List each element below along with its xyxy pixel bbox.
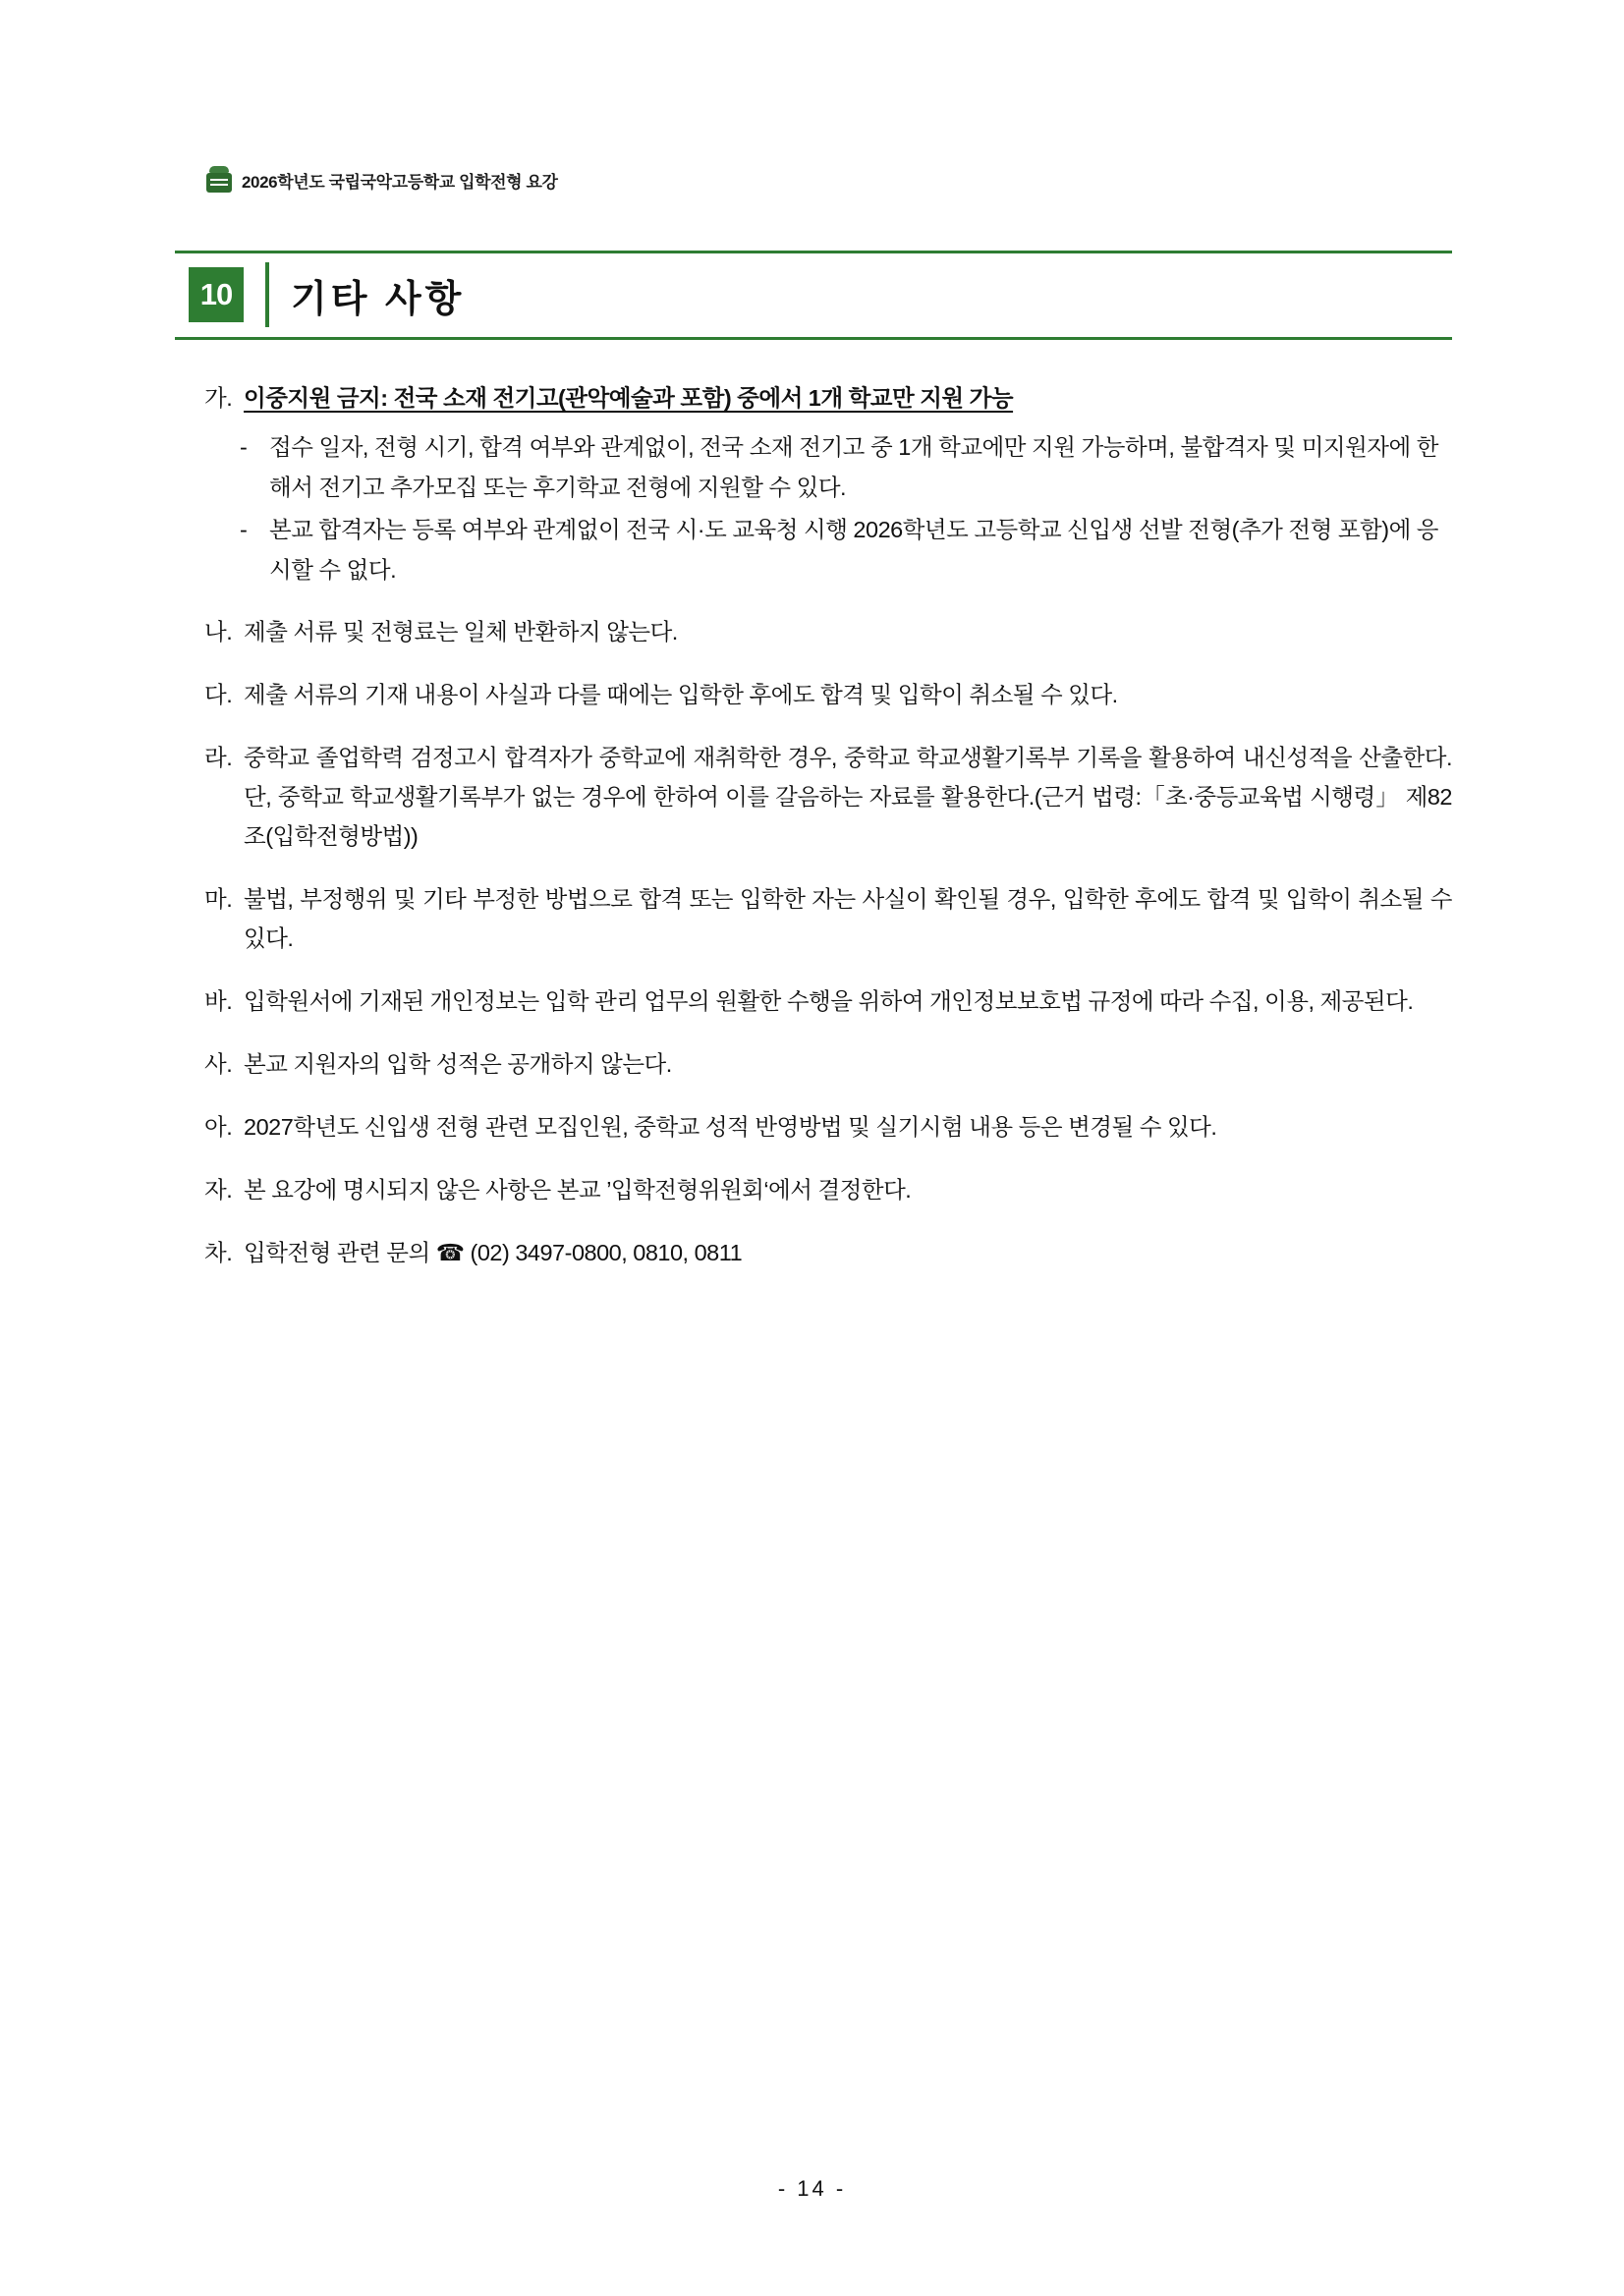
list-item-text: 본교 지원자의 입학 성적은 공개하지 않는다. xyxy=(244,1051,672,1077)
list-item-text: 제출 서류의 기재 내용이 사실과 다를 때에는 입학한 후에도 합격 및 입학이 취소될 수 있다. xyxy=(244,682,1118,707)
sub-item-dash: - xyxy=(240,517,248,542)
sub-item-dash: - xyxy=(240,434,248,460)
contact-phone-numbers: (02) 3497-0800, 0810, 0811 xyxy=(470,1240,743,1265)
section-number-badge: 10 xyxy=(189,267,244,322)
list-item xyxy=(204,427,1452,508)
list-item-marker: 사. xyxy=(204,1051,233,1077)
section-heading xyxy=(175,251,1452,341)
list-item-text: 이중지원 금지: 전국 소재 전기고(관악예술과 포함) 중에서 1개 학교만 지원 가능 xyxy=(244,385,1014,411)
list-item-marker: 가. xyxy=(204,385,233,411)
list-item xyxy=(204,675,1452,714)
list-item xyxy=(204,510,1452,590)
list-item xyxy=(204,981,1452,1021)
list-item-text: 중학교 졸업학력 검정고시 합격자가 중학교에 재취학한 경우, 중학교 학교생활기록부 기록을 활용하여 내신성적을 산출한다. 단, 중학교 학교생활기록부가 없는 경우에 한하여 이를 갈음하는 자료를 활용한다.(근거 법령:「초·중등교육법 시행령」 제82조(입학전형방법)) xyxy=(244,745,1452,849)
sub-item-text: 본교 합격자는 등록 여부와 관계없이 전국 시·도 교육청 시행 2026학년도 고등학교 신입생 선발 전형(추가 전형 포함)에 응시할 수 없다. xyxy=(269,517,1438,583)
list-item xyxy=(204,1044,1452,1084)
school-emblem-icon xyxy=(204,165,234,195)
list-item-marker: 바. xyxy=(204,988,233,1014)
list-item xyxy=(204,612,1452,651)
heading-divider xyxy=(265,262,269,327)
list-item-text xyxy=(244,1233,1452,1272)
list-item-marker: 나. xyxy=(204,619,233,644)
heading-rule-bottom xyxy=(175,337,1452,340)
contact-label: 입학전형 관련 문의 xyxy=(244,1240,430,1265)
list-item-contact xyxy=(204,1233,1452,1272)
sub-item-text: 접수 일자, 전형 시기, 합격 여부와 관계없이, 전국 소재 전기고 중 1개 학교에만 지원 가능하며, 불합격자 및 미지원자에 한해서 전기고 추가모집 또는 후기학교 전형에 지원할 수 있다. xyxy=(269,434,1438,500)
list-item-text: 입학원서에 기재된 개인정보는 입학 관리 업무의 원활한 수행을 위하여 개인정보보호법 규정에 따라 수집, 이용, 제공된다. xyxy=(244,988,1414,1014)
list-item xyxy=(204,1170,1452,1209)
list-item-text: 불법, 부정행위 및 기타 부정한 방법으로 합격 또는 입학한 자는 사실이 확인될 경우, 입학한 후에도 합격 및 입학이 취소될 수 있다. xyxy=(244,886,1452,951)
list-item-marker: 라. xyxy=(204,745,233,770)
sub-list xyxy=(204,427,1452,590)
list-item-marker: 자. xyxy=(204,1177,233,1203)
section-title: 기타 사항 xyxy=(291,279,466,320)
section-content xyxy=(204,378,1452,1296)
list-item-marker: 차. xyxy=(204,1240,233,1265)
list-item xyxy=(204,378,1452,418)
list-item-text: 2027학년도 신입생 전형 관련 모집인원, 중학교 성적 반영방법 및 실기시험 내용 등은 변경될 수 있다. xyxy=(244,1114,1217,1140)
list-item-marker: 다. xyxy=(204,682,233,707)
telephone-icon: ☎ xyxy=(435,1240,465,1265)
list-item xyxy=(204,1107,1452,1147)
list-item-marker: 아. xyxy=(204,1114,233,1140)
list-item-marker: 마. xyxy=(204,886,233,912)
running-header-title: 2026학년도 국립국악고등학교 입학전형 요강 xyxy=(242,172,558,192)
list-item xyxy=(204,879,1452,958)
document-running-header xyxy=(204,165,558,195)
heading-rule-top xyxy=(175,251,1452,253)
list-item-text: 제출 서류 및 전형료는 일체 반환하지 않는다. xyxy=(244,619,678,644)
page-number: - 14 - xyxy=(777,2176,847,2201)
list-item xyxy=(204,738,1452,856)
list-item-text: 본 요강에 명시되지 않은 사항은 본교 ’입학전형위원회‘에서 결정한다. xyxy=(244,1177,912,1203)
